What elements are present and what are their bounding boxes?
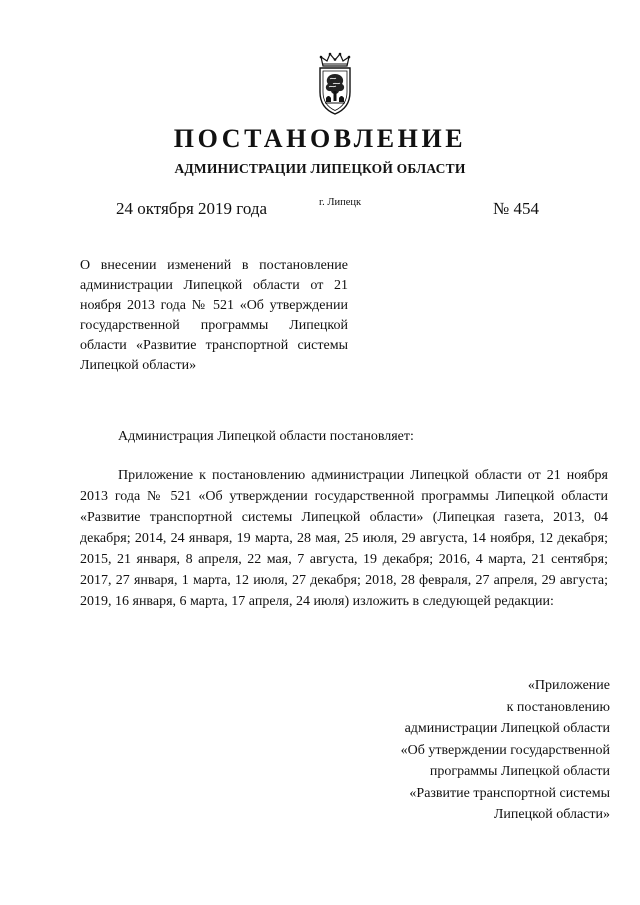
appendix-line: администрации Липецкой области xyxy=(404,721,610,736)
appendix-line: Липецкой области» xyxy=(493,807,610,822)
document-title: ПОСТАНОВЛЕНИЕ xyxy=(173,124,467,153)
document-date: 24 октября 2019 года xyxy=(116,199,268,218)
main-paragraph: Приложение к постановлению администрации Липецкой области от 21 ноября 2013 года № 521 «Об утверждении государственной программы Липецкой области «Развитие транспортной системы Липецкой области» (Липецкая газета, 2013, 04 декабря; 2014, 24 января, 19 марта, 28 мая, 25 июля, 29 августа, 14 ноября, 12 декабря; 2015, 21 января, 8 апреля, 22 мая, 7 августа, 19 декабря; 2016, 4 марта, 21 сентября; 2017, 27 января, 1 марта, 12 июля, 27 декабря; 2018, 28 февраля, 27 апреля, 29 августа; 2019, 16 января, 6 марта, 17 апреля, 24 июля) изложить в следующей редакции: xyxy=(80,468,608,609)
decision-statement: Администрация Липецкой области постановляет: xyxy=(118,429,414,444)
document-subtitle: АДМИНИСТРАЦИИ ЛИПЕЦКОЙ ОБЛАСТИ xyxy=(174,161,466,176)
document-city: г. Липецк xyxy=(319,197,362,208)
appendix-line: программы Липецкой области xyxy=(429,764,610,779)
appendix-line: к постановлению xyxy=(506,699,610,715)
coat-of-arms-icon xyxy=(313,52,357,116)
appendix-line: «Об утверждении государственной xyxy=(400,742,610,758)
document-subject: О внесении изменений в постановление администрации Липецкой области от 21 ноября 2013 года № 521 «Об утверждении государственной программы Липецкой области «Развитие транспортной системы Липецкой области» xyxy=(80,258,348,373)
appendix-line: «Приложение xyxy=(527,678,610,693)
appendix-reference xyxy=(401,675,610,826)
document-number: № 454 xyxy=(493,199,539,218)
appendix-line: «Развитие транспортной системы xyxy=(409,785,610,801)
